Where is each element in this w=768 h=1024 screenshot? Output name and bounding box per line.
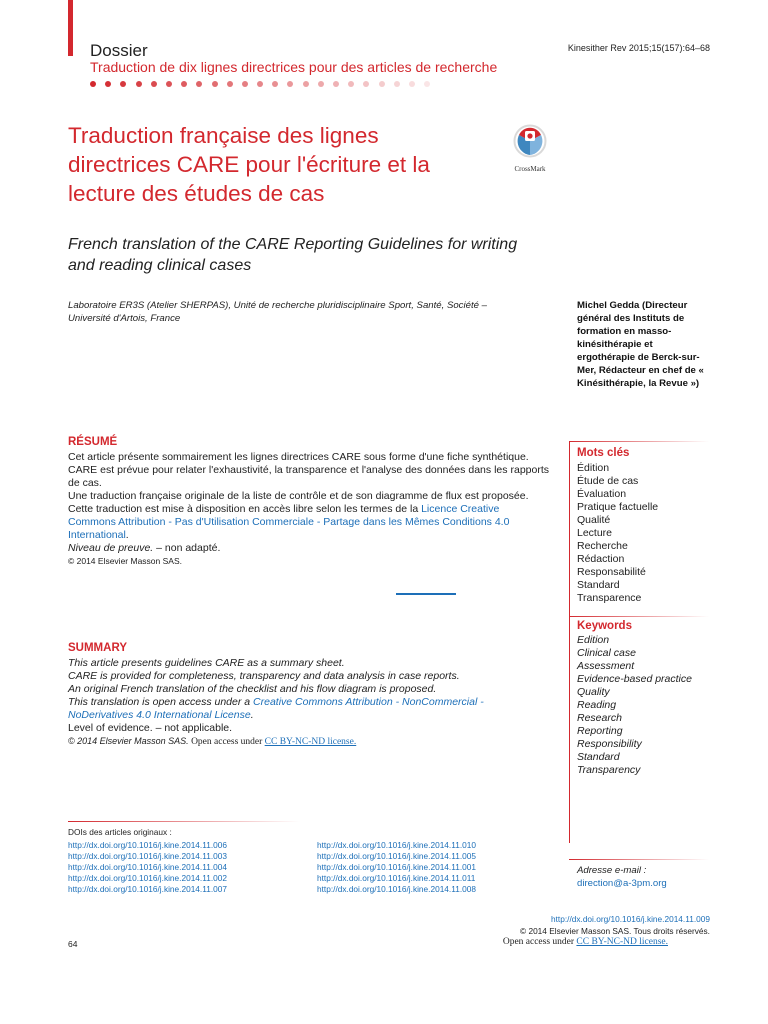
crossmark-badge[interactable] bbox=[507, 124, 553, 173]
doi-link[interactable]: http://dx.doi.org/10.1016/j.kine.2014.11.001 bbox=[317, 862, 476, 872]
summary-body bbox=[68, 657, 549, 749]
decorative-dot bbox=[424, 81, 430, 87]
mots-cles-list bbox=[577, 462, 658, 605]
mots-cles-item: Recherche bbox=[577, 540, 628, 552]
keyword-item: Transparency bbox=[577, 764, 641, 776]
keywords-heading: Keywords bbox=[577, 620, 632, 632]
keyword-item: Responsibility bbox=[577, 738, 642, 750]
resume-license-end: . bbox=[125, 529, 129, 541]
resume-license-link[interactable]: Licence Creative Commons Attribution - Pas d'Utilisation Commerciale - Partage dans les Mêmes Conditions 4.0 International bbox=[68, 503, 510, 541]
mots-cles-item: Qualité bbox=[577, 514, 611, 526]
doi-list-item bbox=[68, 873, 227, 884]
page-number: 64 bbox=[68, 939, 78, 949]
keyword-item: Evidence-based practice bbox=[577, 673, 692, 685]
decorative-dot bbox=[166, 81, 172, 87]
mots-cles-item: Transparence bbox=[577, 592, 642, 604]
doi-list-item bbox=[68, 862, 227, 873]
doi-list-right bbox=[317, 840, 476, 895]
mots-cles-divider bbox=[569, 441, 709, 442]
footer-doi-link[interactable]: http://dx.doi.org/10.1016/j.kine.2014.11.009 bbox=[551, 914, 710, 924]
decorative-dot bbox=[227, 81, 233, 87]
mots-cles-item: Évaluation bbox=[577, 488, 627, 500]
keyword-item: Reporting bbox=[577, 725, 623, 737]
footer-copyright: © 2014 Elsevier Masson SAS. Tous droits réservés. bbox=[520, 926, 710, 936]
doi-list-item bbox=[317, 840, 476, 851]
decorative-dot bbox=[212, 81, 218, 87]
summary-license-end: . bbox=[250, 709, 254, 721]
decorative-dot bbox=[379, 81, 385, 87]
doi-link[interactable]: http://dx.doi.org/10.1016/j.kine.2014.11.003 bbox=[68, 851, 227, 861]
resume-copyright: © 2014 Elsevier Masson SAS. bbox=[68, 556, 182, 566]
resume-paragraph: CARE est prévue pour relater l'exhaustivité, la transparence et l'analyse des données dans les rapports de cas. bbox=[68, 464, 549, 489]
doi-link[interactable]: http://dx.doi.org/10.1016/j.kine.2014.11.002 bbox=[68, 873, 227, 883]
affiliation: Laboratoire ER3S (Atelier SHERPAS), Unité de recherche pluridisciplinaire Sport, Santé, Société – Université d'Artois, France bbox=[68, 300, 487, 324]
doi-list-item bbox=[68, 840, 227, 851]
summary-license-text: This translation is open access under a bbox=[68, 696, 254, 708]
crossmark-label: CrossMark bbox=[514, 165, 546, 173]
mots-cles-item: Rédaction bbox=[577, 553, 625, 565]
doi-list-left bbox=[68, 840, 227, 895]
keyword-item: Research bbox=[577, 712, 622, 724]
keywords-list bbox=[577, 634, 692, 777]
summary-level-value: – not applicable. bbox=[152, 722, 233, 734]
summary-license-link[interactable]: Creative Commons Attribution - NonCommercial - NoDerivatives 4.0 International License bbox=[68, 696, 484, 721]
email-link[interactable]: direction@a-3pm.org bbox=[577, 878, 667, 889]
mots-cles-item: Édition bbox=[577, 462, 610, 474]
summary-license-paragraph bbox=[68, 696, 549, 722]
section-label: Dossier bbox=[90, 41, 148, 60]
header-accent-bar bbox=[68, 0, 73, 56]
resume-body bbox=[68, 451, 549, 568]
summary-open-access-link[interactable]: CC BY-NC-ND license. bbox=[264, 737, 357, 747]
decorative-dot bbox=[394, 81, 400, 87]
decorative-dot bbox=[105, 81, 111, 87]
resume-paragraph: Cet article présente sommairement les lignes directrices CARE sous forme d'une fiche synthétique. bbox=[68, 451, 529, 463]
contact-divider bbox=[569, 859, 709, 860]
article-title: Traduction française des lignes directrices CARE pour l'écriture et la lecture des études de cas bbox=[68, 123, 430, 206]
resume-heading: RÉSUMÉ bbox=[68, 436, 118, 448]
crossmark-icon bbox=[513, 124, 547, 158]
author-block: Michel Gedda (Directeur général des Instituts de formation en masso-kinésithérapie et ergothérapie de Berck-sur-Mer, Rédacteur en chef de « Kinésithérapie, la Revue ») bbox=[577, 300, 704, 389]
decorative-dot-row bbox=[90, 81, 430, 87]
resume-license-paragraph bbox=[68, 503, 549, 542]
footer-open-access-link[interactable]: CC BY-NC-ND license. bbox=[576, 937, 668, 947]
keyword-item: Clinical case bbox=[577, 647, 636, 659]
keyword-item: Edition bbox=[577, 634, 610, 646]
mots-cles-item: Lecture bbox=[577, 527, 613, 539]
decorative-dot bbox=[181, 81, 187, 87]
summary-paragraph: This article presents guidelines CARE as a summary sheet. bbox=[68, 657, 345, 669]
decorative-dot bbox=[409, 81, 415, 87]
journal-reference: Kinesither Rev 2015;15(157):64–68 bbox=[567, 43, 710, 53]
summary-open-access-text: Open access under bbox=[188, 737, 265, 747]
decorative-dot bbox=[90, 81, 96, 87]
article-title-english: French translation of the CARE Reporting Guidelines for writing and reading clinical cases bbox=[68, 236, 518, 274]
doi-link[interactable]: http://dx.doi.org/10.1016/j.kine.2014.11.010 bbox=[317, 840, 476, 850]
mots-cles-heading: Mots clés bbox=[577, 447, 630, 459]
keywords-divider bbox=[569, 616, 709, 617]
keyword-item: Standard bbox=[577, 751, 620, 763]
summary-paragraph: An original French translation of the checklist and his flow diagram is proposed. bbox=[68, 683, 437, 695]
decorative-dot bbox=[257, 81, 263, 87]
doi-list-item bbox=[317, 851, 476, 862]
doi-list-item bbox=[317, 873, 476, 884]
mots-cles-item: Responsabilité bbox=[577, 566, 646, 578]
resume-license-text: Cette traduction est mise à disposition en accès libre selon les termes de la bbox=[68, 503, 422, 515]
keyword-item: Reading bbox=[577, 699, 617, 711]
doi-link[interactable]: http://dx.doi.org/10.1016/j.kine.2014.11.007 bbox=[68, 884, 227, 894]
doi-label: DOIs des articles originaux : bbox=[68, 827, 172, 837]
mots-cles-item: Étude de cas bbox=[577, 475, 639, 487]
doi-divider bbox=[68, 821, 300, 822]
doi-list-item bbox=[68, 884, 227, 895]
keywords-column-rule bbox=[569, 441, 570, 843]
decorative-dot bbox=[348, 81, 354, 87]
keyword-item: Assessment bbox=[577, 660, 635, 672]
email-label: Adresse e-mail : bbox=[577, 865, 647, 876]
resume-niveau-value: – non adapté. bbox=[153, 542, 221, 554]
doi-link[interactable]: http://dx.doi.org/10.1016/j.kine.2014.11.005 bbox=[317, 851, 476, 861]
doi-list-item bbox=[317, 884, 476, 895]
mots-cles-item: Standard bbox=[577, 579, 620, 591]
resume-niveau-label: Niveau de preuve. bbox=[68, 542, 154, 554]
decorative-dot bbox=[196, 81, 202, 87]
decorative-dot bbox=[318, 81, 324, 87]
doi-link[interactable]: http://dx.doi.org/10.1016/j.kine.2014.11.006 bbox=[68, 840, 227, 850]
resume-paragraph: Une traduction française originale de la liste de contrôle et de son diagramme de flux est proposée. bbox=[68, 490, 529, 502]
decorative-dot bbox=[136, 81, 142, 87]
doi-list-item bbox=[317, 862, 476, 873]
mots-cles-item: Pratique factuelle bbox=[577, 501, 659, 513]
decorative-dot bbox=[363, 81, 369, 87]
summary-level-label: Level of evidence. bbox=[68, 722, 153, 734]
doi-link[interactable]: http://dx.doi.org/10.1016/j.kine.2014.11.008 bbox=[317, 884, 476, 894]
decorative-dot bbox=[303, 81, 309, 87]
link-underline-decoration bbox=[396, 593, 456, 595]
summary-paragraph: CARE is provided for completeness, transparency and data analysis in case reports. bbox=[68, 670, 460, 682]
decorative-dot bbox=[151, 81, 157, 87]
decorative-dot bbox=[120, 81, 126, 87]
summary-heading: SUMMARY bbox=[68, 642, 127, 654]
decorative-dot bbox=[242, 81, 248, 87]
decorative-dot bbox=[272, 81, 278, 87]
section-subtitle: Traduction de dix lignes directrices pour des articles de recherche bbox=[90, 59, 498, 75]
doi-link[interactable]: http://dx.doi.org/10.1016/j.kine.2014.11.004 bbox=[68, 862, 227, 872]
keyword-item: Quality bbox=[577, 686, 610, 698]
decorative-dot bbox=[287, 81, 293, 87]
doi-link[interactable]: http://dx.doi.org/10.1016/j.kine.2014.11.011 bbox=[317, 873, 476, 883]
doi-list-item bbox=[68, 851, 227, 862]
footer-open-access-text: Open access under bbox=[502, 937, 577, 947]
decorative-dot bbox=[333, 81, 339, 87]
footer-open-access bbox=[503, 937, 668, 947]
summary-copyright: © 2014 Elsevier Masson SAS. bbox=[68, 736, 189, 746]
